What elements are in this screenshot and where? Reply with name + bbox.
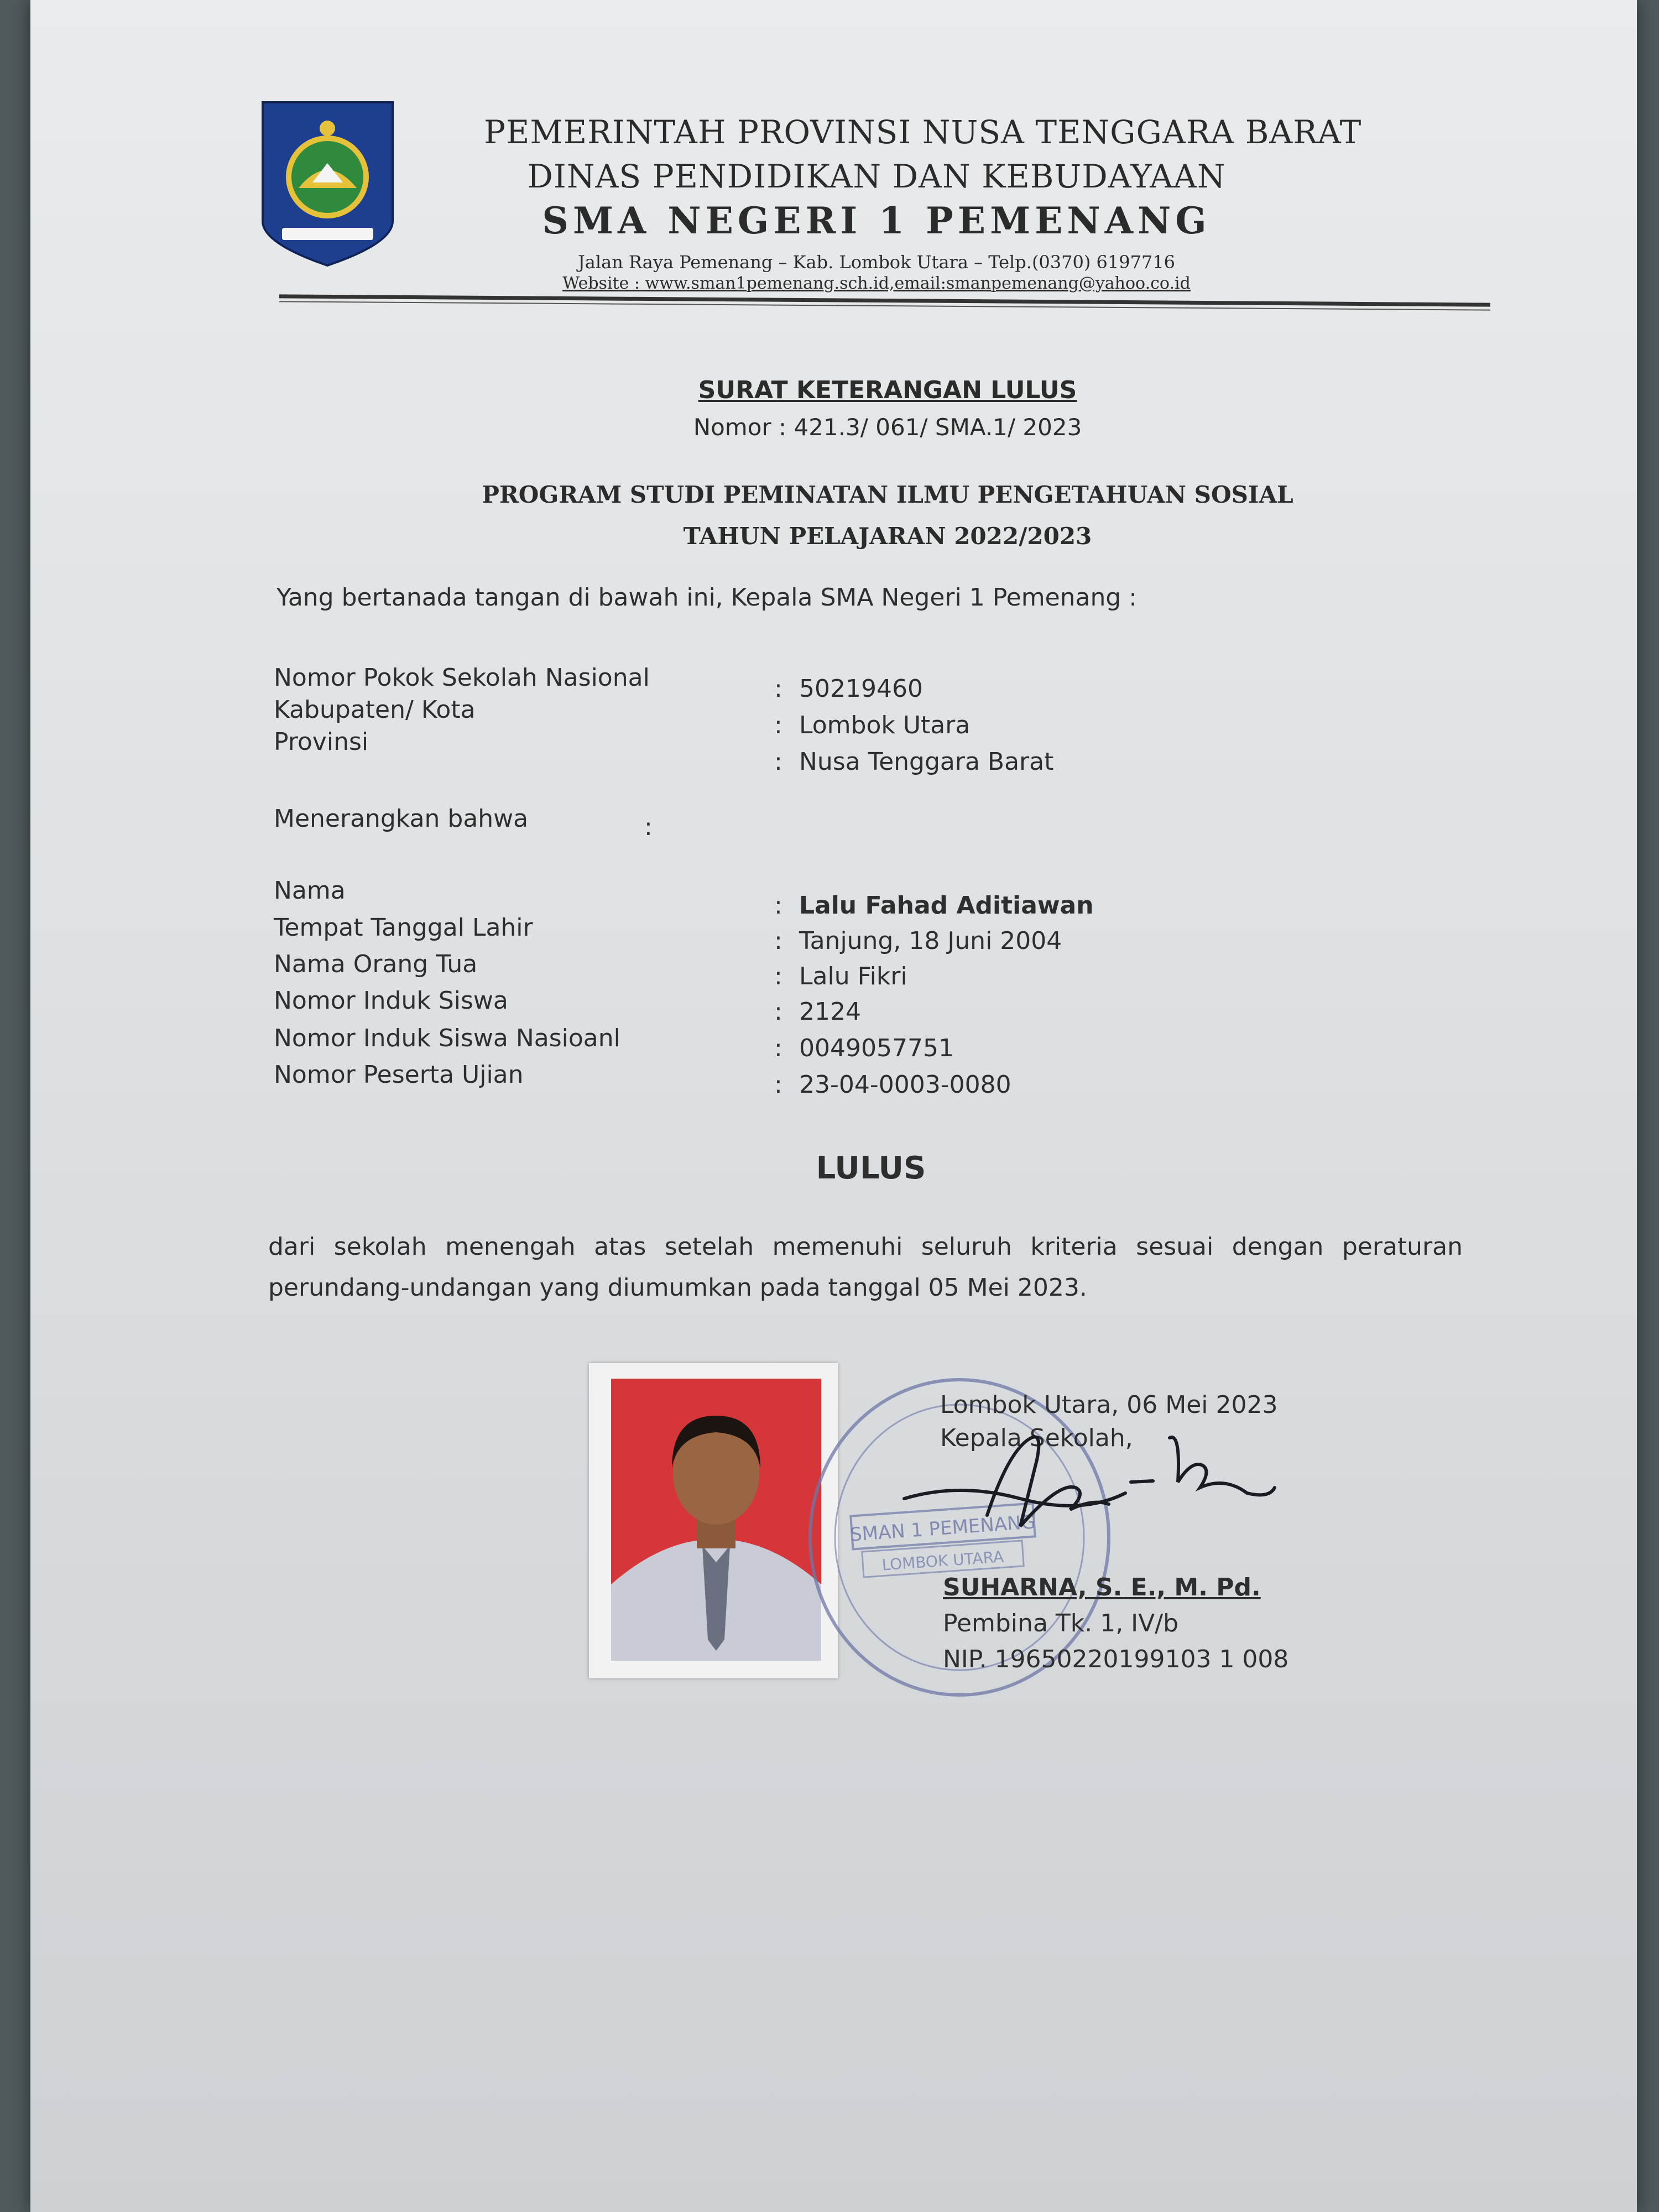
intro-text: Yang bertanada tangan di bawah ini, Kepala SMA Negeri 1 Pemenang : (276, 583, 1138, 612)
colon: : (774, 891, 782, 920)
student-info-label: Nomor Peserta Ujian (274, 1061, 524, 1089)
stamp-sub-text: LOMBOK UTARA (881, 1547, 1005, 1574)
school-info-value: 50219460 (799, 675, 923, 703)
provincial-emblem-icon (260, 100, 395, 268)
colon: : (774, 748, 782, 776)
colon: : (774, 998, 782, 1026)
student-info-value: 2124 (799, 998, 861, 1026)
school-info-value: Nusa Tenggara Barat (799, 748, 1054, 776)
student-info-label: Nama Orang Tua (274, 950, 478, 978)
header-department-line: DINAS PENDIDIKAN DAN KEBUDAYAAN (527, 158, 1226, 195)
student-info-value: Lalu Fikri (799, 962, 907, 990)
student-info-value: 0049057751 (799, 1034, 954, 1062)
header-website: Website : www.sman1pemenang.sch.id,email:smanpemenang@yahoo.co.id (562, 274, 1191, 293)
stamp-center-text: SMAN 1 PEMENANG (849, 1511, 1036, 1546)
header-school-name: SMA NEGERI 1 PEMENANG (542, 199, 1211, 242)
result-status: LULUS (816, 1150, 926, 1186)
colon: : (774, 711, 782, 739)
document-paper (30, 0, 1637, 2212)
declares-colon: : (644, 813, 653, 841)
header-address: Jalan Raya Pemenang – Kab. Lombok Utara – Telp.(0370) 6197716 (577, 252, 1176, 273)
program-line-2: TAHUN PELAJARAN 2022/2023 (683, 523, 1092, 550)
student-info-label: Tempat Tanggal Lahir (274, 914, 533, 942)
school-info-value: Lombok Utara (799, 711, 971, 739)
header-government-line: PEMERINTAH PROVINSI NUSA TENGGARA BARAT (484, 113, 1362, 151)
student-info-value: 23-04-0003-0080 (799, 1071, 1011, 1099)
school-info-label: Kabupaten/ Kota (274, 696, 476, 724)
colon: : (774, 1034, 782, 1062)
document-number: Nomor : 421.3/ 061/ SMA.1/ 2023 (693, 414, 1082, 441)
colon: : (774, 675, 782, 703)
colon: : (774, 1071, 782, 1099)
colon: : (774, 962, 782, 990)
signature-place-date: Lombok Utara, 06 Mei 2023 (940, 1391, 1278, 1419)
signature-name: SUHARNA, S. E., M. Pd. (943, 1573, 1261, 1601)
student-info-label: Nomor Induk Siswa (274, 987, 508, 1015)
school-info-label: Provinsi (274, 728, 369, 756)
statement-paragraph: dari sekolah menengah atas setelah memenuhi seluruh kriteria sesuai dengan peraturan perundang-undangan yang diumumkan pada tanggal 05 Mei 2023. (268, 1233, 1463, 1302)
student-name-value: Lalu Fahad Aditiawan (799, 891, 1094, 920)
student-info-label: Nama (274, 877, 346, 905)
school-info-label: Nomor Pokok Sekolah Nasional (274, 664, 650, 692)
student-info-label: Nomor Induk Siswa Nasioanl (274, 1024, 620, 1052)
colon: : (774, 927, 782, 955)
signature-position: Kepala Sekolah, (940, 1424, 1133, 1452)
handwritten-signature-icon (893, 1416, 1291, 1565)
program-line-1: PROGRAM STUDI PEMINATAN ILMU PENGETAHUAN SOSIAL (482, 481, 1293, 508)
signature-nip: NIP. 19650220199103 1 008 (943, 1645, 1289, 1673)
signature-rank: Pembina Tk. 1, IV/b (943, 1609, 1179, 1637)
document-title: SURAT KETERANGAN LULUS (698, 376, 1077, 404)
declares-label: Menerangkan bahwa (274, 805, 529, 833)
student-info-value: Tanjung, 18 Juni 2004 (799, 927, 1062, 955)
